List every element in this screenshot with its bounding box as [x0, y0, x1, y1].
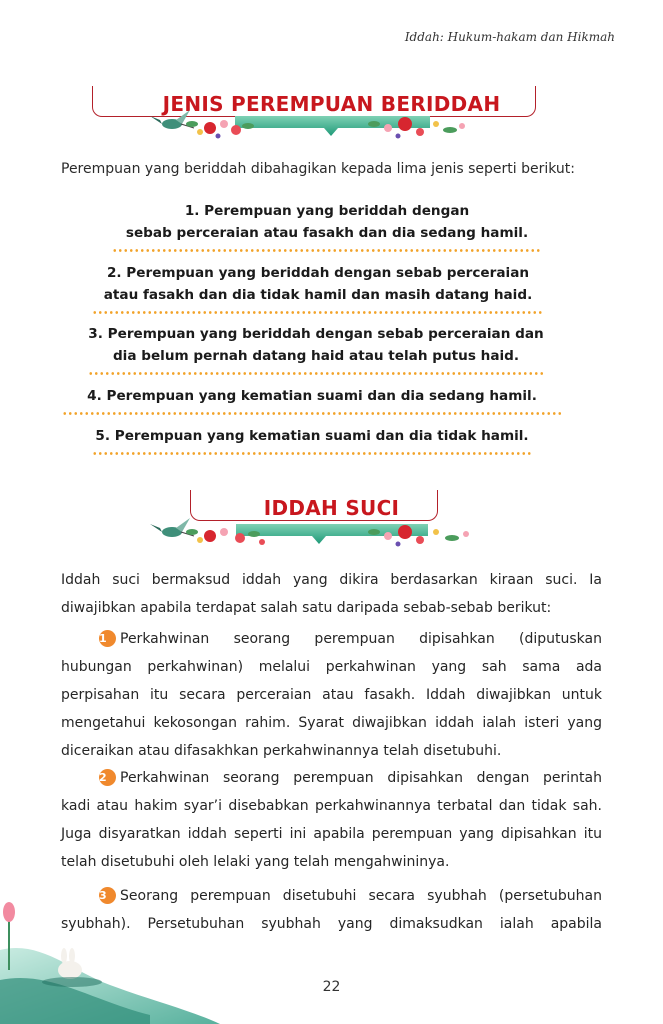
list-item-line: atau fasakh dan dia tidak hamil dan masih datang haid.: [103, 287, 533, 303]
paragraph-line: mengetahui kekosongan rahim. Syarat diwajibkan iddah ialah isteri yang: [61, 715, 602, 731]
point-text: Perkahwinan seorang perempuan dipisahkan (diputuskan: [120, 631, 602, 647]
list-item-line: 3. Perempuan yang beriddah dengan sebab perceraian dan: [88, 326, 544, 342]
point-text: Seorang perempuan disetubuhi secara syubhah (persetubuhan: [120, 888, 602, 904]
dotted-divider: [88, 372, 544, 375]
point-2: [61, 764, 602, 876]
section-title: IDDAH SUCI: [263, 496, 400, 520]
paragraph-line: telah disetubuhi oleh lelaki yang telah mengahwininya.: [61, 854, 450, 870]
paragraph-line: syubhah). Persetubuhan syubhah yang dimaksudkan ialah apabila: [61, 916, 602, 932]
floral-ribbon-decoration: [0, 110, 663, 158]
list-item-line: 5. Perempuan yang kematian suami dan dia tidak hamil.: [95, 428, 529, 444]
paragraph-line: perpisahan itu secara perceraian atau fasakh. Iddah diwajibkan untuk: [61, 687, 602, 703]
paragraph-line: diwajibkan apabila terdapat salah satu daripada sebab-sebab berikut:: [61, 600, 552, 616]
dotted-divider: [92, 452, 532, 455]
section-title: JENIS PEREMPUAN BERIDDAH: [162, 92, 501, 116]
list-item: [92, 425, 532, 447]
list-item-line: sebab perceraian atau fasakh dan dia sedang hamil.: [125, 225, 529, 241]
list-item-line: dia belum pernah datang haid atau telah putus haid.: [112, 348, 520, 364]
running-head: Iddah: Hukum-hakam dan Hikmah: [404, 30, 615, 44]
paragraph-line: diceraikan atau difasakhkan perkahwinannya telah disetubuhi.: [61, 743, 502, 759]
number-bullet-icon: 1: [99, 630, 116, 647]
dotted-divider: [62, 412, 562, 415]
lotus-rabbit-corner-decoration: [0, 890, 220, 1024]
number-bullet-icon: 3: [99, 887, 116, 904]
list-item: [62, 385, 562, 407]
paragraph-line: kadi atau hakim syar’i disebabkan perkahwinannya terbatal dan tidak sah.: [61, 798, 602, 814]
dotted-divider: [92, 311, 544, 314]
point-1: [61, 625, 602, 765]
floral-ribbon-decoration: [0, 514, 663, 562]
paragraph-line: Iddah suci bermaksud iddah yang dikira berdasarkan kiraan suci. Ia: [61, 572, 602, 588]
dotted-divider: [112, 249, 542, 252]
section1-intro: Perempuan yang beriddah dibahagikan kepada lima jenis seperti berikut:: [61, 161, 576, 177]
list-item: [92, 262, 544, 306]
paragraph-line: [61, 625, 602, 653]
paragraph-line: [61, 764, 602, 792]
list-item-line: 1. Perempuan yang beriddah dengan: [184, 203, 470, 219]
section-header-jenis: [0, 86, 663, 158]
number-bullet-icon: 2: [99, 769, 116, 786]
section2-intro: [61, 566, 602, 622]
list-item: [112, 200, 542, 244]
list-item-line: 2. Perempuan yang beriddah dengan sebab perceraian: [106, 265, 530, 281]
paragraph-line: Juga disyaratkan iddah seperti ini apabila perempuan yang dipisahkan itu: [61, 826, 602, 842]
point-text: Perkahwinan seorang perempuan dipisahkan dengan perintah: [120, 770, 602, 786]
paragraph-line: hubungan perkahwinan) melalui perkahwinan yang sah sama ada: [61, 659, 602, 675]
hummingbird-icon: [150, 110, 194, 129]
page-number: 22: [322, 979, 341, 995]
list-item: [88, 323, 544, 367]
hummingbird-icon: [150, 518, 194, 537]
list-item-line: 4. Perempuan yang kematian suami dan dia sedang hamil.: [87, 388, 537, 404]
section-header-iddah-suci: [0, 490, 663, 562]
